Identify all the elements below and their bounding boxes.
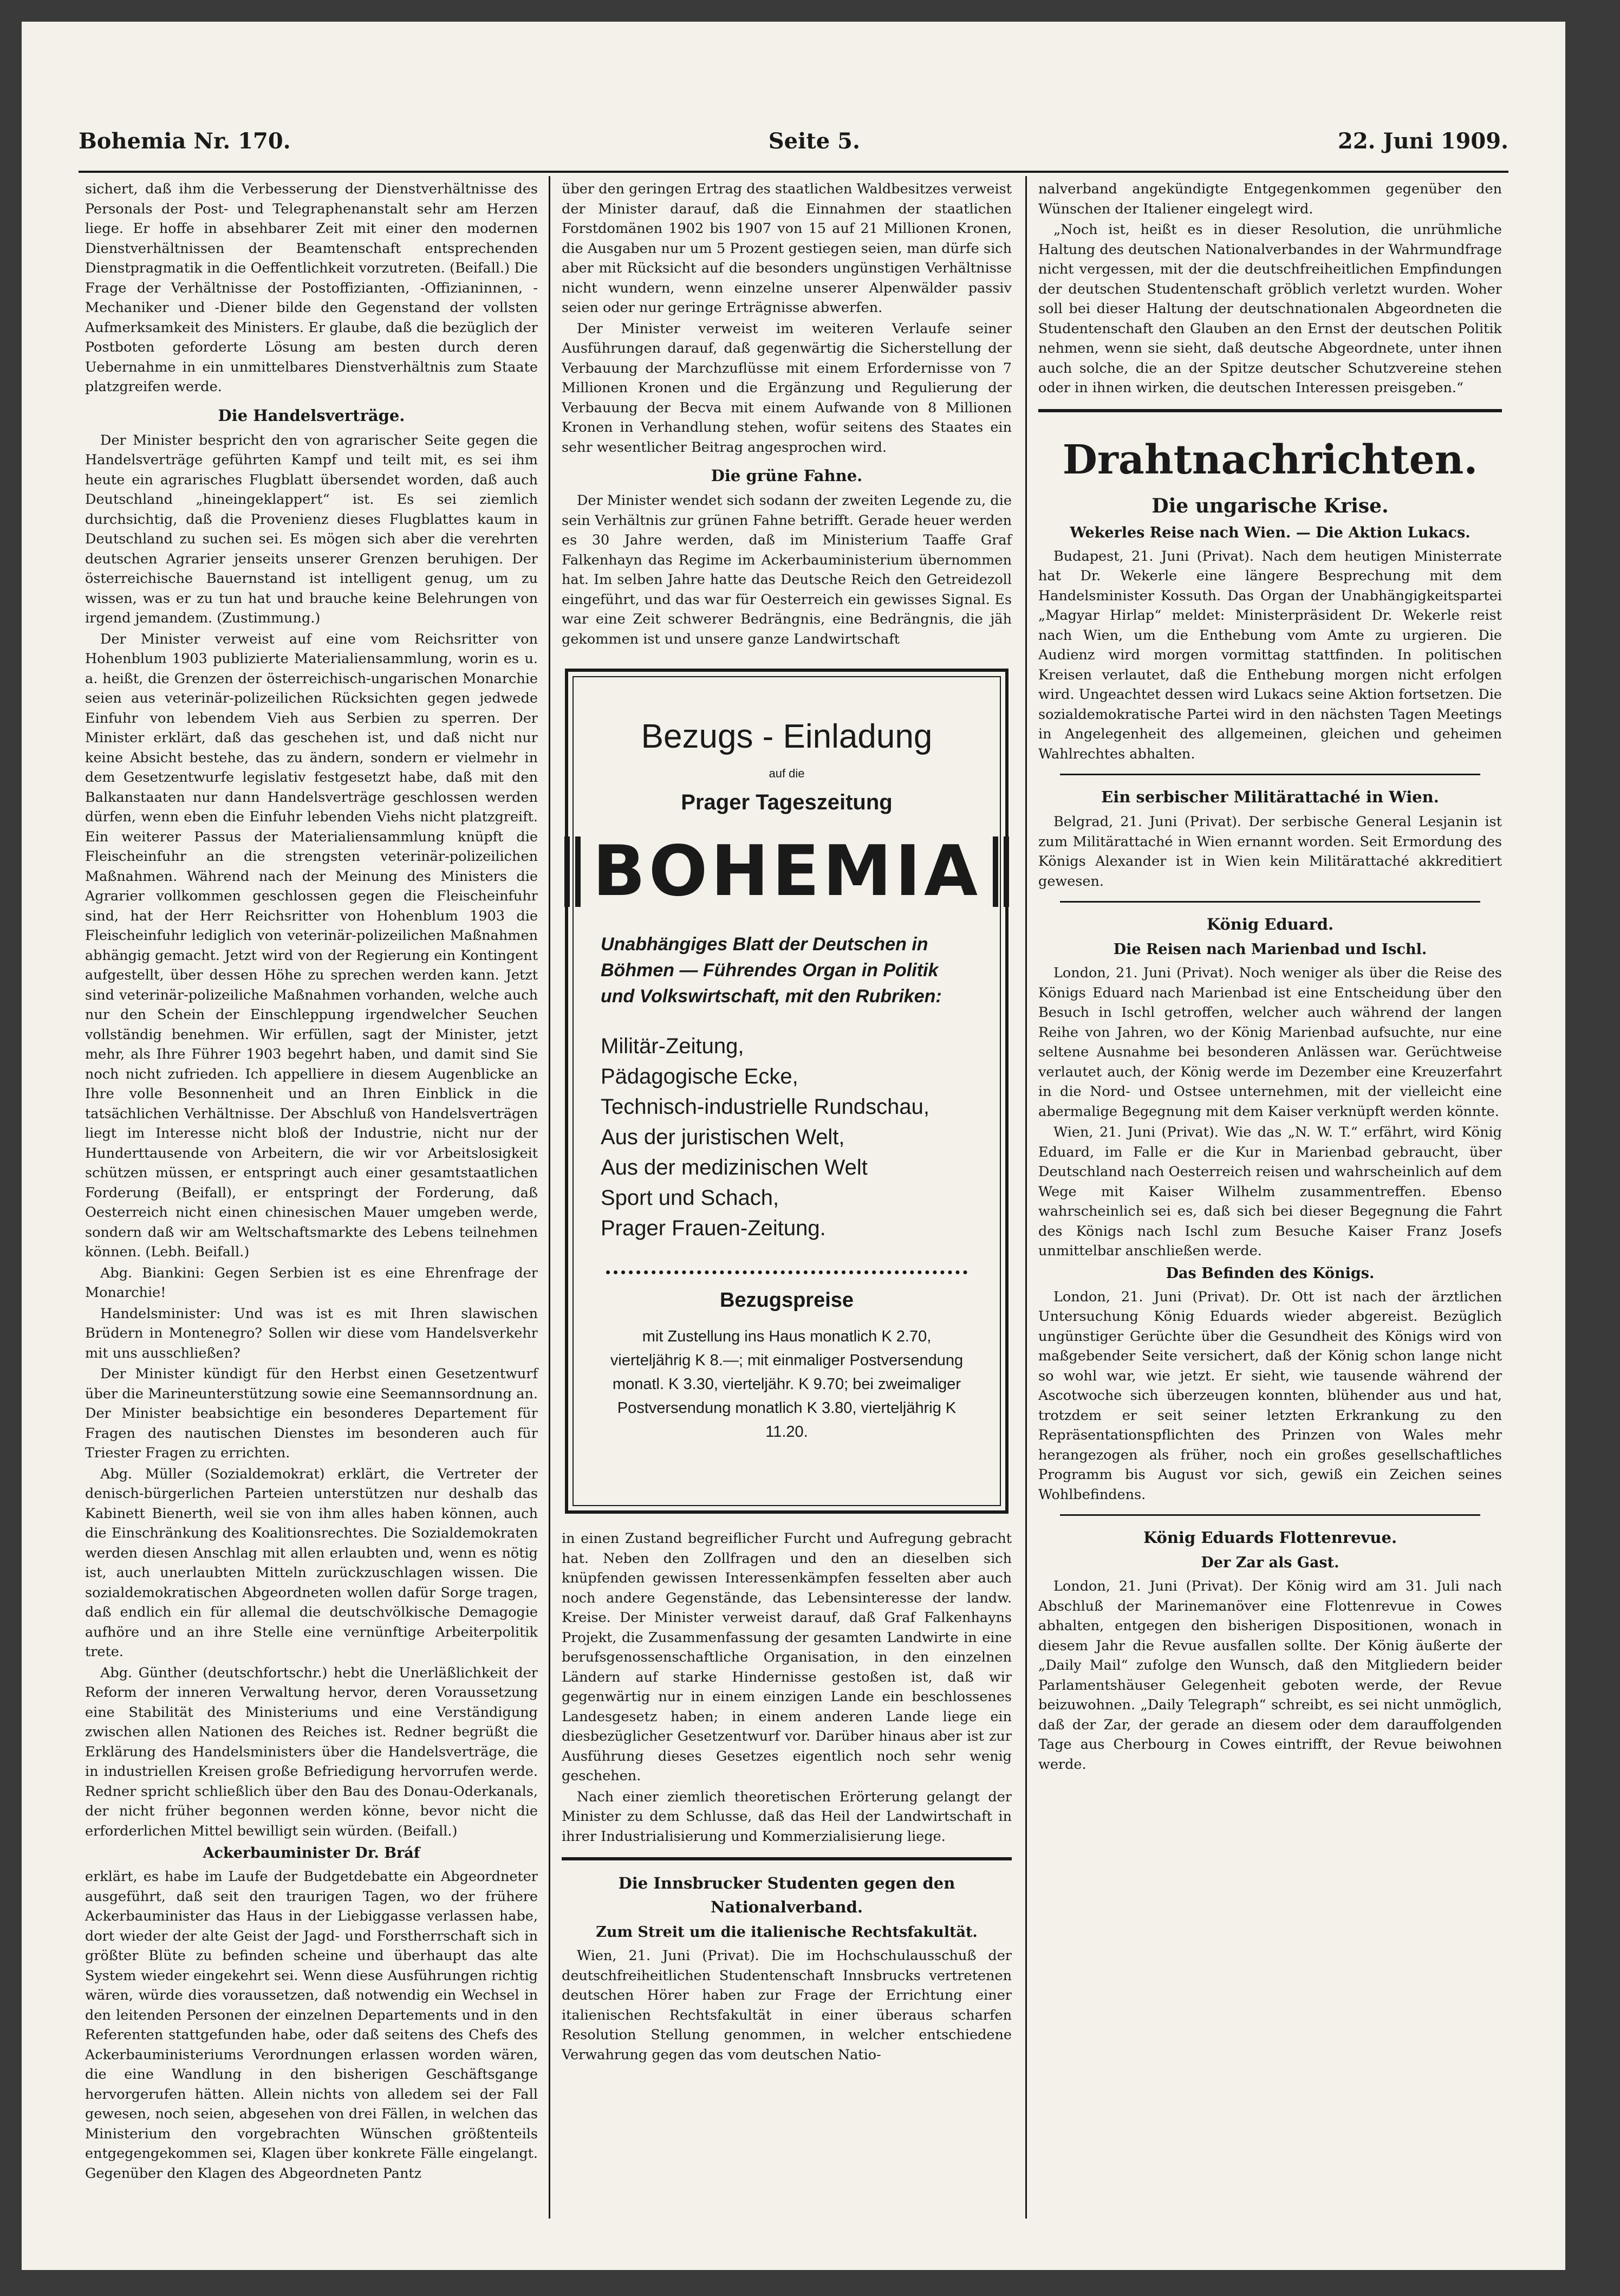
article-text: Budapest, 21. Juni (Privat). Nach dem heutigen Ministerrate hat Dr. Wekerle eine längere Besprechung mit dem Handelsminister Kossuth. Das Organ der Unabhängigkeitspartei „Magyar Hirlap“ meldet: Ministerpräsident Dr. Wekerle reist nach Wien, um die Enthebung vom Amte zu urgieren. Die Audienz wird morgen vormittag stattfinden. In politischen Kreisen verlautet, daß die Enthebung morgen nicht erfolgen wird. Ungeachtet dessen wird Lukacs seine Aktion fortsetzen. Die sozialdemokratische Partei wird in den nächsten Tagen Meetings in Angelegenheit des allgemeinen, gleichen und geheimen Wahlrechtes abhalten. — [1038, 548, 1502, 762]
article-divider — [1060, 901, 1480, 903]
ad-rubric: Aus der medizinischen Welt — [601, 1156, 868, 1179]
section-heading: König Eduards Flottenrevue. — [1143, 1528, 1397, 1547]
bohemia-wordmark: BOHEMIA — [593, 831, 981, 912]
logo-bars-left — [564, 836, 581, 907]
ad-title: Bezugs - Einladung — [641, 718, 933, 755]
ad-dotted-divider — [606, 1270, 967, 1274]
article-text: Wien, 21. Juni (Privat). Wie das „N. W. T.“ erfährt, wird König Eduard, im Falle er die Kur in Marienbad gebraucht, über Deutschland nach Oesterreich reisen und wahrscheinlich auf dem Wege mit Kaiser Wilhelm zusammentreffen. Ebenso wahrscheinlich sei es, daß sich bei dieser Begegnung die Fahrt des Königs nach Ischl zum Besuche Kaiser Franz Josefs unmittelbar anschließen werde. — [1038, 1124, 1502, 1259]
article-text: Belgrad, 21. Juni (Privat). Der serbische General Lesjanin ist zum Militärattaché in Wien ernannt worden. Seit Ermordung des Königs Alexander ist in Wien kein Militärattaché akkreditiert gewesen. — [1038, 814, 1502, 890]
section-heading: Ackerbauminister Dr. Bráf — [203, 1845, 420, 1862]
section-heading: Ein serbischer Militärattaché in Wien. — [1101, 788, 1439, 806]
logo-bars-right — [993, 836, 1009, 907]
column-divider-1 — [549, 176, 550, 2219]
column-2 — [555, 176, 1018, 2219]
ad-rubric: Militär-Zeitung, — [601, 1034, 744, 1058]
article-divider — [1060, 1514, 1480, 1516]
article-text: Nach einer ziemlich theoretischen Erörterung gelangt der Minister zu dem Schlusse, daß das Heil der Landwirtschaft in ihrer Industrialisierung und Kommerzialisierung liege. — [562, 1788, 1012, 1845]
article-text: London, 21. Juni (Privat). Der König wird am 31. Juli nach Abschluß der Marinemanöver eine Flottenrevue in Cowes abhalten, entgegen den bisherigen Dispositionen, wonach in diesem Jahr die Revue ausfallen sollte. Der König äußerte der „Daily Mail“ zufolge den Wunsch, daß den Mitgliedern beider Parlamentshäuser Gelegenheit geboten werde, der Revue beizuwohnen. „Daily Telegraph“ schreibt, es sei nicht unmöglich, daß der Zar, der gerade an diesem oder dem darauffolgenden Tage aus Cherbourg in Cowes eintrifft, der Revue beiwohnen werde. — [1038, 1578, 1502, 1773]
article-text: „Noch ist, heißt es in dieser Resolution, die unrühmliche Haltung des deutschen Nationalverbandes in der Wahrmundfrage nicht vergessen, mit der die deutschfreiheitlichen Empfindungen der deutschen Studentenschaft gröblich verletzt wurden. Woher soll bei dieser Haltung der deutschnationalen Abgeordneten die Studentenschaft den Glauben an den Ernst der deutschen Politik nehmen, wenn sie sieht, daß deutsche Abgeordnete, unter ihnen auch solche, die an der Spitze deutscher Schutzvereine stehen oder in ihnen wirken, die deutschen Interessen preisgeben.“ — [1038, 222, 1502, 396]
article-text: erklärt, es habe im Laufe der Budgetdebatte ein Abgeordneter ausgeführt, daß seit den traurigen Tagen, wo der frühere Ackerbauminister das Haus in der Liebiggasse verlassen habe, dort wieder der alte Geist der Jagd- und Forstherrschaft sich in größter Blüte zu befinden scheine und überhaupt das alte System wieder eingekehrt sei. Wenn diese Ausführungen richtig wären, würde dies voraussetzen, daß notwendig ein Wechsel in den leitenden Personen der einzelnen Departements und in den Referenten stattgefunden habe, oder daß seitens des Chefs des Ackerbauministeriums Verordnungen erlassen worden wären, die eine Wandlung in den bisherigen Geschäftsgange hervorgerufen hätten. Allein nichts von alledem sei der Fall gewesen, noch seien, abgesehen von drei Fällen, in welchen das Ministerium den vorgebrachten Wünschen größtenteils entgegengekommen sei, Klagen über konkrete Fälle eingelangt. Gegenüber den Klagen des Abgeordneten Pantz — [85, 1869, 538, 2182]
article-text: über den geringen Ertrag des staatlichen Waldbesitzes verweist der Minister darauf, daß die Einnahmen der staatlichen Forstdomänen 1902 bis 1907 von 15 auf 21 Millionen Kronen, die Ausgaben nur um 5 Prozent gestiegen seien, man dürfe sich aber mit Rücksicht auf die besonders ungünstigen Verhältnisse nicht wundern, wenn einzelne unserer Alpenwälder passiv seien oder nur geringe Erträgnisse abwerfen. — [562, 181, 1012, 316]
article-text: Der Minister verweist im weiteren Verlaufe seiner Ausführungen darauf, daß gegenwärtig die Sicherstellung der Verbauung der Marchzuflüsse mit einem Erfordernisse von 7 Millionen Kronen und die Ergänzung und Regulierung der Verbauung der Becva mit einem Aufwande von 8 Millionen Kronen in Verhandlung stehen, wofür seitens des Staates ein sehr wesentlicher Beitrag angesprochen wird. — [562, 320, 1012, 456]
ad-rubric: Prager Frauen-Zeitung. — [601, 1216, 826, 1240]
article-text: in einen Zustand begreiflicher Furcht und Aufregung gebracht hat. Neben den Zollfragen und den an dieselben sich knüpfenden gewissen Interessenkämpfen fesselten aber auch noch andere Gegenstände, das Lebensinteresse der landw. Kreise. Der Minister verweist darauf, daß Graf Falkenhayns Projekt, die Zusammenfassung der gesamten Landwirte in eine berufsgenossenschaftliche Organisation, in den einzelnen Ländern auf starke Hindernisse gestoßen ist, daß wir gegenwärtig nur in einem einzigen Lande ein beschlossenes Landesgesetz haben; in einem anderen Lande liege ein diesbezüglicher Gesetzentwurf vor. Darüber hinaus aber ist zur Ausführung dieses Gesetzes eigentlich noch sehr wenig geschehen. — [562, 1530, 1012, 1784]
article-text: London, 21. Juni (Privat). Dr. Ott ist nach der ärztlichen Untersuchung König Eduards wieder abgereist. Bezüglich ungünstiger Gerüchte über die Gesundheit des Königs wird von maßgebender Seite versichert, daß der König schon lange nicht so wohl war, wie jetzt. Er sieht, wie tausende während der Ascotwoche sich überzeugen konnten, blühender aus und hat, trotzdem er seit seiner letzten Erkrankung zu den Repräsentationspflichten des Prinzen von Wales mehr herangezogen als früher, noch ein großes gesellschaftliches Programm bis August vor sich, gewiß ein Zeichen seines Wohlbefindens. — [1038, 1288, 1502, 1503]
newspaper-page — [22, 22, 1565, 2270]
header-page-number: Seite 5. — [768, 128, 860, 154]
article-text: Handelsminister: Und was ist es mit Ihren slawischen Brüdern in Montenegro? Sollen wir diese vom Handelsverkehr mit uns ausschließen? — [85, 1305, 538, 1361]
bohemia-logo — [593, 828, 981, 915]
section-subheading: Der Zar als Gast. — [1201, 1554, 1339, 1571]
article-text: nalverband angekündigte Entgegenkommen gegenüber den Wünschen der Italiener eingelegt wird. — [1038, 181, 1502, 217]
section-subheading: Die Reisen nach Marienbad und Ischl. — [1113, 941, 1427, 958]
article-text: Wien, 21. Juni (Privat). Die im Hochschulausschuß der deutschfreiheitlichen Studentenschaft Innsbrucks vertretenen deutschen Hörer haben zur Frage der Errichtung einer italienischen Rechtsfakultät in einer überaus scharfen Resolution Stellung genommen, in welcher entschiedene Verwahrung gegen das vom deutschen Natio- — [562, 1948, 1012, 2063]
article-divider — [1060, 774, 1480, 775]
section-subheading: Wekerles Reise nach Wien. — Die Aktion Lukacs. — [1070, 524, 1471, 541]
telegram-news-heading: Drahtnachrichten. — [1062, 436, 1478, 483]
header-date: 22. Juni 1909. — [1338, 128, 1508, 154]
ad-rubric: Sport und Schach, — [601, 1186, 779, 1210]
ad-prices-heading: Bezugspreise — [719, 1289, 854, 1312]
article-text: Abg. Günther (deutschfortschr.) hebt die Unerläßlichkeit der Reform der inneren Verwaltung hervor, deren Voraussetzung eine Stabilität des Ministeriums und eine Verständigung zwischen allen Nationen des Reiches ist. Redner begrüßt die Erklärung des Handelsministers über die Handelsverträge, die in industriellen Kreisen große Befriedigung hervorrufen werde. Redner spricht schließlich über den Bau des Donau-Oderkanals, der nicht früher begonnen werden könne, bevor nicht die erforderlichen Mittel bewilligt sein würden. (Beifall.) — [85, 1664, 538, 1839]
subscription-advertisement — [565, 669, 1009, 1514]
ad-rubric: Aus der juristischen Welt, — [601, 1125, 845, 1149]
article-text: Abg. Biankini: Gegen Serbien ist es eine Ehrenfrage der Monarchie! — [85, 1264, 538, 1301]
ad-auf-die: auf die — [769, 767, 805, 780]
article-text: London, 21. Juni (Privat). Noch weniger als über die Reise des Königs Eduard nach Marienbad ist eine Entscheidung über den Besuch in Ischl getroffen, welcher auch während der langen Reihe von Jahren, wo der König Marienbad aufsuchte, nur eine seltene Ausnahme bei besonderen Anlässen war. Gerüchtweise verlautet auch, der König werde im Dezember eine Kreuzerfahrt in die Nord- und Ostsee unternehmen, mit der vielleicht eine abermalige Begegnung mit dem Kaiser verknüpft werden könnte. — [1038, 965, 1502, 1120]
article-text: Der Minister bespricht den von agrarischer Seite gegen die Handelsverträge geführten Kampf und teilt mit, es sei ihm heute ein agrarisches Flugblatt übersendet worden, daß auch Deutschland „hineingeklappert“ ist. Es sei ziemlich durchsichtig, daß die Provenienz dieses Flugblattes kaum in Deutschland zu suchen sei. Es mögen sich aber die verehrten deutschen Agrarier jenseits unserer Grenzen beruhigen. Der österreichische Bauernstand ist intelligent genug, um zu wissen, was er zu tun hat und brauche keine Belehrungen von irgend jemandem. (Zustimmung.) — [85, 432, 538, 626]
header-issue: Bohemia Nr. 170. — [79, 128, 291, 154]
ad-prices: mit Zustellung ins Haus monatlich K 2.70, vierteljährig K 8.—; mit einmaliger Postversendung monatl. K 3.30, vierteljähr. K 9.70; bei zweimaliger Postversendung monatlich K 3.80, vierteljährig K 11.20. — [610, 1327, 964, 1441]
article-text: Der Minister verweist auf eine vom Reichsritter von Hohenblum 1903 publizierte Materialiensammlung, worin es u. a. heißt, die Grenzen der österreichisch-ungarischen Monarchie seien aus veterinär-polizeilichen Rücksichten gegen jedwede Einfuhr von lebendem Vieh aus Serbien zu sperren. Der Minister erklärt, daß das geschehen ist, und daß nicht nur keine Absicht bestehe, das zu ändern, sondern er vielmehr in dem Gesetzentwurfe legislativ festgesetzt habe, daß mit den Balkanstaaten nur dann Handelsverträge geschlossen werden dürfen, wenn eben die Einfuhr lebenden Viehs nicht platzgreift. Ein weiterer Passus der Materialiensammlung knüpft die Fleischeinfuhr an die strengsten veterinär-polizeilichen Maßnahmen. Während nach der Meinung des Ministers die Agrarier vollkommen geschlossen gegen die Fleischeinfuhr sind, hat der Herr Reichsritter von Hohenblum 1903 die Fleischeinfuhr lediglich von veterinär-polizeilichen Maßnahmen abhängig gemacht. Jetzt wird von der Regierung ein Kontingent aufgestellt, über dessen Höhe zu sprechen werden kann. Jetzt sind veterinär-polizeiliche Maßnahmen vorhanden, welche auch nur den Schein der Einschleppung irgendwelcher Seuchen vollständig benehmen. Wir erfüllen, sagt der Minister, jetzt mehr, als Ihre Führer 1903 begehrt haben, und damit sind Sie noch nicht zufrieden. Ich appelliere in diesem Augenblicke an Ihre volle Besonnenheit und an Ihren Einblick in die tatsächlichen Verhältnisse. Der Abschluß von Handelsverträgen liegt im Interesse nicht bloß der Industrie, nicht nur der Hunderttausende von Arbeitern, die wir vor Arbeitslosigkeit schützen müssen, er entspringt auch einer gesamtstaatlichen Forderung (Beifall), er entspringt der Forderung, daß Oesterreich nicht einen chinesischen Mauer umgeben werde, sondern daß wir am Weltschaftsmarkte des Lebens teilnehmen können. (Lebh. Beifall.) — [85, 631, 538, 1260]
section-heading: König Eduard. — [1206, 915, 1334, 933]
advertisement-frame — [572, 676, 1001, 1506]
column-divider-2 — [1025, 176, 1027, 2219]
article-text: Abg. Müller (Sozialdemokrat) erklärt, die Vertreter der denisch-bürgerlichen Parteien unterstützen nur deshalb das Kabinett Bienerth, weil sie von ihm alles haben können, auch die Einschränkung des Koalitionsrechtes. Die Sozialdemokraten werden diesen Anschlag mit allen erlaubten und, wenn es nötig ist, auch unerlaubten Mitteln zurückzuschlagen wissen. Die sozialdemokratischen Abgeordneten wollen dafür Sorge tragen, daß endlich ein für allemal die deutschvölkische Demagogie aufhöre und an ihre Stelle eine vernünftige Arbeiterpolitik trete. — [85, 1465, 538, 1660]
ad-rubric: Technisch-industrielle Rundschau, — [601, 1095, 929, 1119]
section-subheading: Zum Streit um die italienische Rechtsfakultät. — [596, 1924, 978, 1941]
ad-newspaper-name: Prager Tageszeitung — [681, 790, 893, 814]
column-1 — [79, 176, 544, 2219]
column-3 — [1032, 176, 1508, 2219]
article-text: Der Minister wendet sich sodann der zweiten Legende zu, die sein Verhältnis zur grünen Fahne betrifft. Gerade heuer werden es 30 Jahre werden, daß im Ministerium Taaffe Graf Falkenhayn das Regime im Ackerbauministerium übernommen hat. Im selben Jahre hatte das Deutsche Reich den Getreidezoll eingeführt, und das war für Oesterreich ein gewisses Signal. Es war eine Zeit schwerer Bedrängnis, eine Bedrängnis, die jäh gekommen ist und unsere ganze Landwirtschaft — [562, 492, 1012, 647]
ad-description: Unabhängiges Blatt der Deutschen in Böhmen — Führendes Organ in Politik und Volkswirtschaft, mit den Rubriken: — [601, 934, 942, 1007]
article-divider — [562, 1857, 1012, 1860]
article-divider — [1038, 409, 1502, 412]
section-heading: Die grüne Fahne. — [711, 466, 863, 485]
article-text: Der Minister kündigt für den Herbst einen Gesetzentwurf über die Marineunterstützung sowie eine Seemannsordnung an. Der Minister beabsichtige ein besonderes Departement für Fragen des nautischen Dienstes im besonderen auch für Triester Fragen zu errichten. — [85, 1366, 538, 1461]
header-rule — [79, 171, 1508, 173]
page-header — [79, 108, 1508, 173]
ad-rubric: Pädagogische Ecke, — [601, 1065, 798, 1088]
section-subheading: Das Befinden des Königs. — [1166, 1264, 1375, 1282]
section-heading: Die Handelsverträge. — [218, 406, 405, 425]
section-heading: Die ungarische Krise. — [1151, 494, 1389, 517]
article-text: sichert, daß ihm die Verbesserung der Dienstverhältnisse des Personals der Post- und Telegraphenanstalt sehr am Herzen liege. Er hoffe in absehbarer Zeit mit einer den modernen Dienstverhältnissen der Beamtenschaft entsprechenden Dienstpragmatik in die Oeffentlichkeit vorzutreten. (Beifall.) Die Frage der Verhältnisse der Postoffizianten, -Offizianinnen, -Mechaniker und -Diener bilde den Gegenstand der vollsten Aufmerksamkeit des Ministers. Er glaube, daß die bezüglich der Postboten geforderte Lösung am besten durch deren Uebernahme in ein unmittelbares Dienstverhältnis zum Staate platzgreifen werde. — [85, 181, 538, 395]
section-heading: Die Innsbrucker Studenten gegen den Nationalverband. — [618, 1874, 955, 1916]
